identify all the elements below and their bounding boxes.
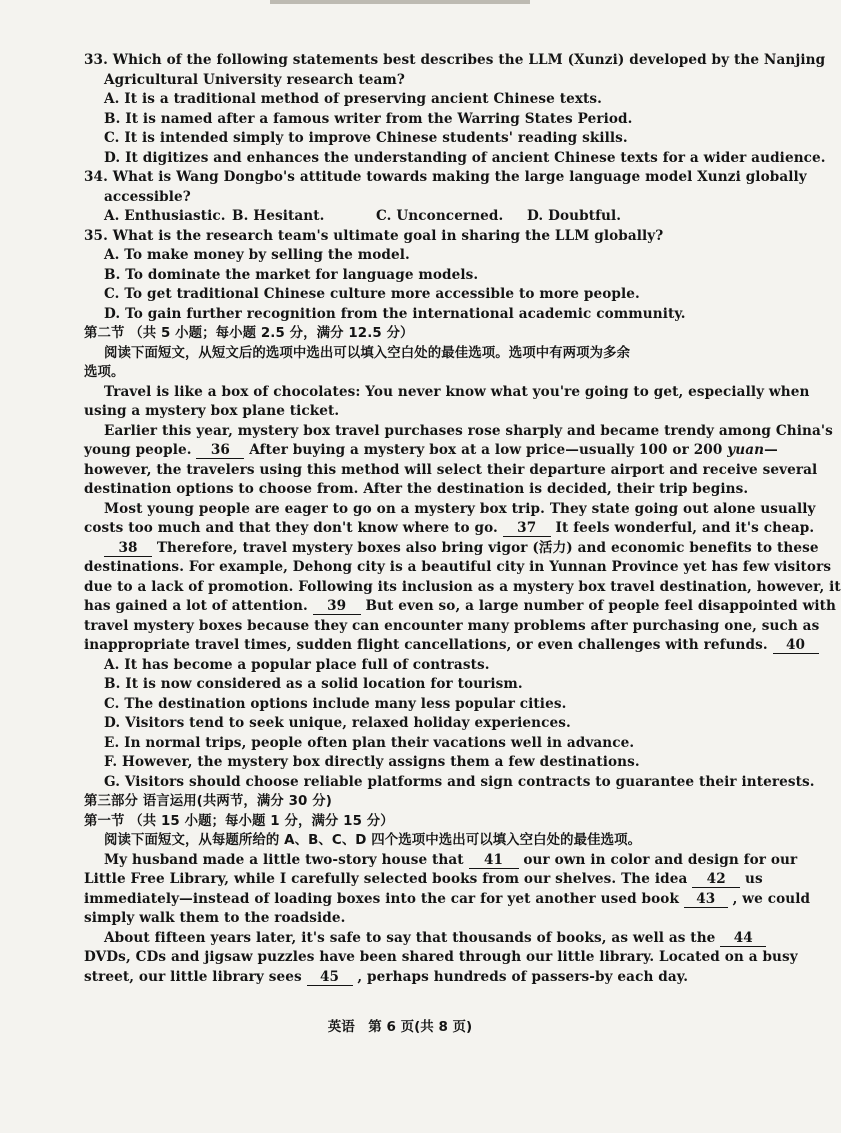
q33-option-c: C. It is intended simply to improve Chinese students' reading skills. [104,130,628,146]
part3-section1-heading: 第一节 （共 15 小题；每小题 1 分，满分 15 分） [84,814,394,829]
passage-text: immediately—instead of loading boxes into the car for yet another used book [84,891,684,907]
passage2-line7 [84,968,688,987]
passage1-para4-line4 [84,597,836,616]
option-f: F. However, the mystery box directly assigns them a few destinations. [104,754,640,770]
section2-instruction-line2: 选项。 [84,365,125,380]
passage1-para1-line2: using a mystery box plane ticket. [84,403,340,419]
passage-text-italic: yuan [727,442,765,458]
q34-stem-line1: 34. What is Wang Dongbo's attitude towards making the large language model Xunzi globally [84,169,807,185]
passage1-para2-line3: however, the travelers using this method will select their departure airport and receive several [84,462,818,478]
blank-36[interactable]: 36 [196,443,244,459]
page-footer: 英语 第 6 页(共 8 页) [327,1019,473,1035]
q33-stem-line1: 33. Which of the following statements best describes the LLM (Xunzi) developed by the Nanjing [84,52,826,68]
blank-41[interactable]: 41 [469,853,519,869]
q33-option-a: A. It is a traditional method of preserving ancient Chinese texts. [104,91,603,107]
passage-text: , we could [727,891,811,907]
passage-text: young people. [84,442,197,458]
blank-39[interactable]: 39 [313,599,361,615]
passage2-line1 [104,851,797,870]
q33-option-b: B. It is named after a famous writer from the Warring States Period. [104,111,633,127]
passage1-para4-line6 [84,636,819,655]
q35-option-a: A. To make money by selling the model. [104,247,410,263]
passage2-line2 [84,870,763,889]
blank-37[interactable]: 37 [503,521,551,537]
passage1-para2-line2 [84,441,778,460]
blank-40[interactable]: 40 [773,638,819,654]
q34-option-a: A. Enthusiastic. [104,208,226,224]
q35-option-c: C. To get traditional Chinese culture more accessible to more people. [104,286,640,302]
q35-stem: 35. What is the research team's ultimate goal in sharing the LLM globally? [84,228,664,244]
passage-text: costs too much and that they don't know where to go. [84,520,503,536]
option-a: A. It has become a popular place full of contrasts. [104,657,490,673]
passage2-line5 [104,929,766,948]
blank-43[interactable]: 43 [684,892,728,908]
part3-instruction: 阅读下面短文，从每题所给的 A、B、C、D 四个选项中选出可以填入空白处的最佳选项。 [104,833,642,848]
passage1-para2-line4: destination options to choose from. After the destination is decided, their trip begins. [84,481,749,497]
passage1-para4-line3: due to a lack of promotion. Following its inclusion as a mystery box travel destination, however, it [84,579,841,595]
passage1-para2-line1: Earlier this year, mystery box travel purchases rose sharply and became trendy among China's [104,423,833,439]
passage1-para4-line5: travel mystery boxes because they can encounter many problems after purchasing one, such as [84,618,820,634]
passage-text: But even so, a large number of people feel disappointed with [360,598,837,614]
passage-text: us [740,871,763,887]
passage2-line4: simply walk them to the roadside. [84,910,346,926]
option-e: E. In normal trips, people often plan their vacations well in advance. [104,735,635,751]
passage-text: After buying a mystery box at a low price—usually 100 or 200 [244,442,728,458]
q35-option-d: D. To gain further recognition from the international academic community. [104,306,686,322]
blank-44[interactable]: 44 [720,931,766,947]
passage-text: My husband made a little two-story house that [104,852,469,868]
q33-stem-line2: Agricultural University research team? [104,72,405,88]
passage1-para4-line2: destinations. For example, Dehong city is a beautiful city in Yunnan Province yet has few visitors [84,559,832,575]
option-c: C. The destination options include many less popular cities. [104,696,567,712]
option-d: D. Visitors tend to seek unique, relaxed holiday experiences. [104,715,571,731]
q33-option-d: D. It digitizes and enhances the understanding of ancient Chinese texts for a wider audience. [104,150,826,166]
passage-text: About fifteen years later, it's safe to say that thousands of books, as well as the [104,930,721,946]
passage1-para3-line2 [84,519,814,538]
top-edge-mark [270,0,530,4]
passage-text: , perhaps hundreds of passers-by each day. [352,969,689,985]
option-g: G. Visitors should choose reliable platforms and sign contracts to guarantee their interests. [104,774,815,790]
blank-45[interactable]: 45 [307,970,353,986]
blank-42[interactable]: 42 [692,872,740,888]
passage-text: Therefore, travel mystery boxes also bring vigor (活力) and economic benefits to these [152,540,819,556]
passage-text: Little Free Library, while I carefully selected books from our shelves. The idea [84,871,693,887]
q34-option-b: B. Hesitant. [232,208,325,224]
section2-heading: 第二节 （共 5 小题；每小题 2.5 分，满分 12.5 分） [84,326,414,341]
passage-text: street, our little library sees [84,969,307,985]
q35-option-b: B. To dominate the market for language models. [104,267,479,283]
passage2-line6: DVDs, CDs and jigsaw puzzles have been shared through our little library. Located on a busy [84,949,798,965]
q34-stem-line2: accessible? [104,189,191,205]
q34-option-c: C. Unconcerned. [376,208,504,224]
passage-text: It feels wonderful, and it's cheap. [550,520,815,536]
q34-option-d: D. Doubtful. [527,208,622,224]
blank-38[interactable]: 38 [104,541,152,557]
passage-text: has gained a lot of attention. [84,598,313,614]
passage1-para1-line1: Travel is like a box of chocolates: You never know what you're going to get, especially when [104,384,810,400]
passage-text: inappropriate travel times, sudden flight cancellations, or even challenges with refunds. [84,637,773,653]
passage1-para3-line1: Most young people are eager to go on a mystery box trip. They state going out alone usually [104,501,816,517]
option-b: B. It is now considered as a solid location for tourism. [104,676,523,692]
passage2-line3 [84,890,810,909]
section2-instruction-line1: 阅读下面短文，从短文后的选项中选出可以填入空白处的最佳选项。选项中有两项为多余 [104,346,631,361]
passage-text: — [764,442,778,458]
part3-heading: 第三部分 语言运用(共两节，满分 30 分) [84,794,332,809]
passage-text: our own in color and design for our [518,852,798,868]
passage1-para4-line1 [104,539,819,558]
